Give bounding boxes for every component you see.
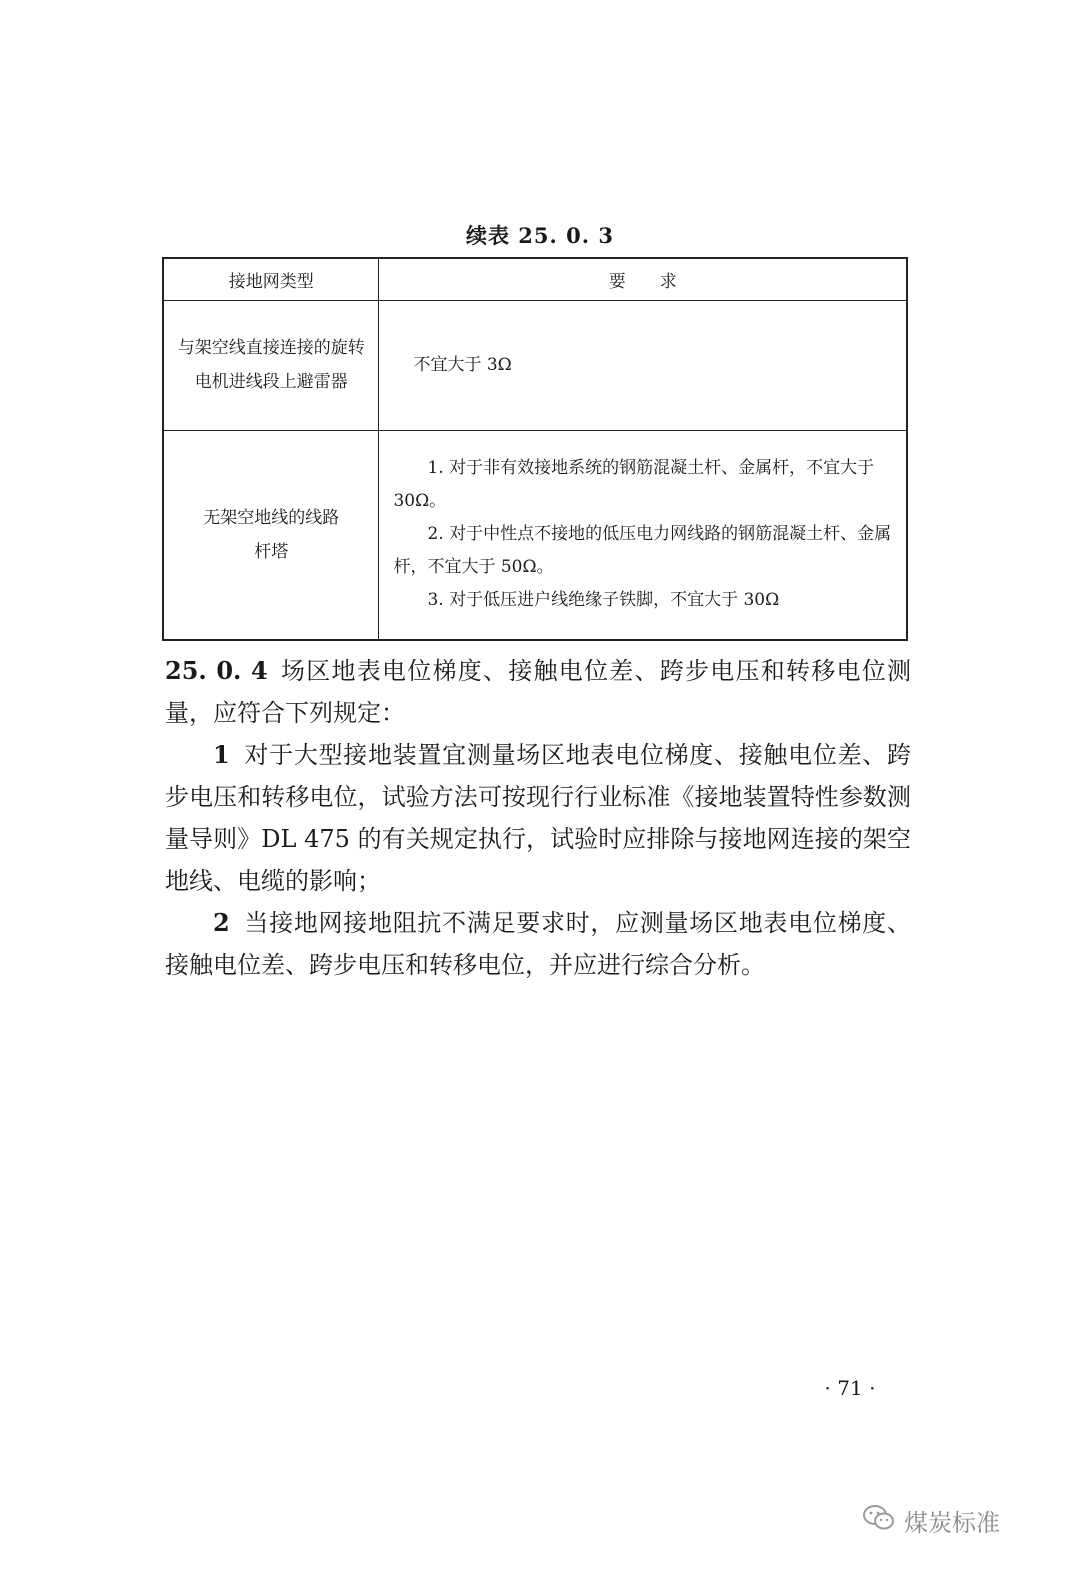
type-text: 无架空地线的线路杆塔 xyxy=(203,507,340,562)
requirement-item: 3. 对于低压进户线绝缘子铁脚，不宜大于 30Ω xyxy=(427,590,780,611)
requirement-cell xyxy=(379,430,907,640)
item-text: 对于大型接地装置宜测量场区地表电位梯度、接触电位差、跨步电压和转移电位，试验方法可按现行行业标准《接地装置特性参数测量导则》DL 475 的有关规定执行，试验时应排除与接地网连接的架空地线、电缆的影响； xyxy=(165,741,911,895)
item-number: 2 xyxy=(213,908,230,937)
type-cell: 与架空线直接连接的旋转电机进线段上避雷器 xyxy=(163,300,379,430)
wechat-icon xyxy=(862,1504,904,1538)
table-row xyxy=(163,430,907,640)
type-cell xyxy=(163,430,379,640)
clause-number: 25. 0. 4 xyxy=(165,656,268,685)
watermark-text: 煤炭标准 xyxy=(904,1509,1000,1537)
item-number: 1 xyxy=(213,740,230,769)
header-requirement: 要 求 xyxy=(379,258,907,300)
clause-paragraph xyxy=(165,650,911,734)
requirement-text: 不宜大于 3Ω xyxy=(413,354,512,375)
item-text: 当接地网接地阻抗不满足要求时，应测量场区地表电位梯度、接触电位差、跨步电压和转移电位，并应进行综合分析。 xyxy=(165,909,911,979)
table-caption: 续表 25. 0. 3 xyxy=(465,223,614,248)
requirement-cell xyxy=(379,300,907,430)
requirement-item: 2. 对于中性点不接地的低压电力网线路的钢筋混凝土杆、金属杆，不宜大于 50Ω。 xyxy=(393,524,892,578)
list-item xyxy=(165,734,911,902)
watermark xyxy=(862,1503,1000,1538)
header-type: 接地网类型 xyxy=(163,258,379,300)
list-item xyxy=(165,902,911,986)
clause-text: 场区地表电位梯度、接触电位差、跨步电压和转移电位测量，应符合下列规定： xyxy=(165,657,912,727)
requirement-item: 1. 对于非有效接地系统的钢筋混凝土杆、金属杆，不宜大于 30Ω。 xyxy=(393,458,875,512)
table-header-row xyxy=(163,258,907,300)
requirements-table xyxy=(162,257,908,641)
table-row xyxy=(163,300,907,430)
page-number: · 71 · xyxy=(824,1376,876,1400)
